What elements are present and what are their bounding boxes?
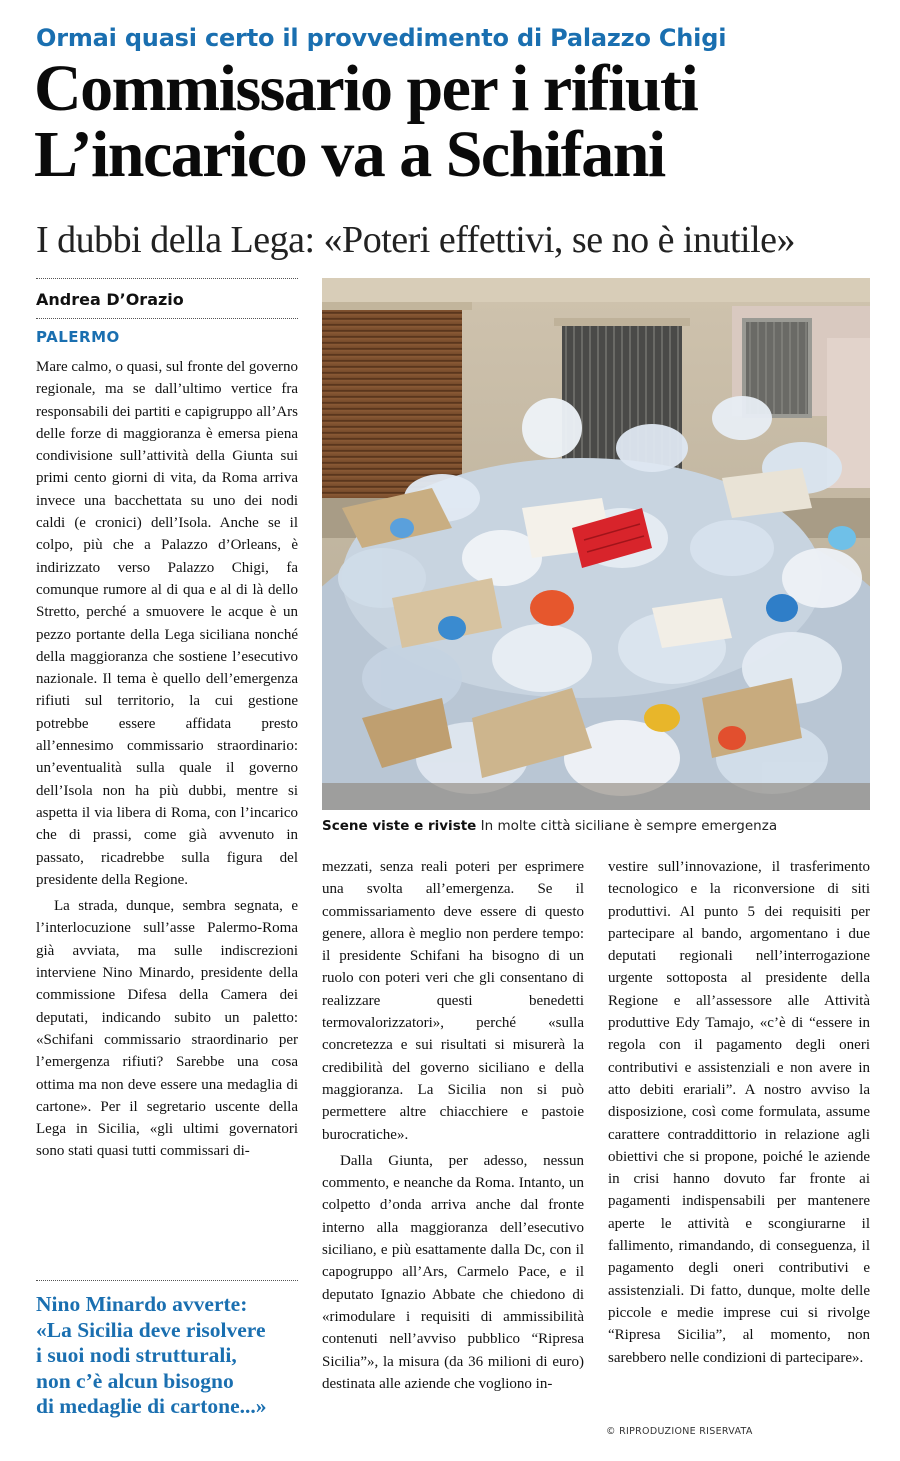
column-2-paragraph-1: mezzati, senza reali poteri per esprimere una svolta all’emergenza. Se il commissariamento deve essere di questo genere, allora è meglio non perdere tempo: il presidente Schifani ha bisogno di un ruolo con poteri veri che gli consentano di realizzare questi benedetti termovalorizzatori», perché «sulla concretezza e sui risultati si misurerà la credibilità del governo siciliano e della maggioranza. La Sicilia non si può permettere altre chiacchiere e pastoie burocratiche». [322,859,584,1143]
subtitle: I dubbi della Lega: «Poteri effettivi, se no è inutile» [36,219,796,261]
column-2-paragraph-2: Dalla Giunta, per adesso, nessun commento, e neanche da Roma. Intanto, un colpetto d’onda arriva anche dal fronte interno alla maggioranza dell’esecutivo siciliano, e più esattamente dalla Dc, con il capogruppo all’Ars, Carmelo Pace, e il deputato Ignazio Abbate che chiedono di «rimodulare i requisiti di ammissibilità contenuti nell’avviso pubblico “Ripresa Sicilia”», la misura (da 36 milioni di euro) destinata alle aziende che vogliono in- [322,1152,584,1392]
divider-pull-quote [36,1280,298,1281]
pull-quote-line-3: i suoi nodi strutturali, [36,1343,237,1367]
pull-quote-line-4: non c’è alcun bisogno [36,1368,234,1393]
article-column-1 [36,356,298,1276]
photo-caption [322,818,882,834]
divider-byline [36,318,298,319]
byline: Andrea D’Orazio [36,290,184,309]
dateline: PALERMO [36,328,120,346]
article-column-3 [608,856,870,1422]
caption-bold: Scene viste e riviste [322,818,477,834]
pull-quote-line-1: Nino Minardo avverte: [36,1292,248,1316]
pull-quote-line-5: di medaglie di cartone...» [36,1394,267,1418]
copyright: © RIPRODUZIONE RISERVATA [606,1426,753,1437]
garbage-photo [322,278,870,810]
headline-line-2: L’incarico va a Schifani [34,118,665,191]
article-column-2 [322,856,584,1448]
column-1-paragraph-2: La strada, dunque, sembra segnata, e l’interlocuzione sull’asse Palermo-Roma già avviata, ma sulle indiscrezioni interviene Nino Minardo, presidente della commissione Difesa della Camera dei deputati, indicando subito un paletto: «Schifani commissario straordinario per l’emergenza rifiuti? Sarebbe una cosa ottima ma non deve essere una medaglia di cartone». Per il segretario uscente della Lega in Sicilia, «gli ultimi governatori sono stati quasi tutti commissari di- [36,898,298,1160]
headline [34,52,874,191]
caption-text: In molte città siciliane è sempre emergenza [480,818,778,834]
column-1-paragraph-1: Mare calmo, o quasi, sul fronte del governo regionale, ma se dall’ultimo vertice fra responsabili dei partiti e capigruppo all’Ars delle forze di maggioranza è emersa piena condivisione sull’attività della Giunta sui primi cento giorni di vita, da Roma arriva invece una bacchettata su uno dei nodi caldi (e cronici) dell’Isola. Anche se il colpo, più che a Palazzo d’Orleans, è indirizzato verso Palazzo Chigi, fa comunque rumore al di qua e al di là dello Stretto, perché a smuovere le acque è un pezzo portante della Lega siciliana nonché della maggioranza che sostiene l’esecutivo nazionale. Il tema è quello dell’emergenza rifiuti sul territorio, la cui gestione potrebbe essere affidata presto all’ennesimo commissario straordinario: un’eventualità sulla quale il governo dell’Isola non ha più dubbi, mentre si aspetta il via libera di Roma, con l’incarico che di prassi, come già avvenuto in passato, ricadrebbe sulla figura del presidente della Regione. [36,359,298,888]
headline-line-1: Commissario per i rifiuti [34,52,698,125]
kicker: Ormai quasi certo il provvedimento di Palazzo Chigi [36,24,727,52]
divider-top-left [36,278,298,279]
column-3-paragraph-1: vestire sull’innovazione, il trasferimento tecnologico e la riconversione di siti produttivi. Al punto 5 dei requisiti per partecipare al bando, argomentano i due deputati regionali nell’interrogazione urgente sottoposta al presidente della Regione e all’assessore alle Attività produttive Edy Tamajo, «c’è di “essere in regola con il pagamento degli oneri contributivi e assistenziali e non avere in atto debiti erariali”. A nostro avviso la disposizione, così come formulata, assume carattere contraddittorio in relazione agli obiettivi che si propone, poiché le aziende in crisi hanno dovuto far fronte ai pagamenti indispensabili per mantenere aperte le attività e scongiurarne il fallimento, rimandando, di conseguenza, il pagamento degli oneri contributivi e assistenziali. Di fatto, dunque, molte delle piccole e medie imprese cui si rivolge “Ripresa Sicilia”, al momento, non sarebbero nelle condizioni di partecipare». [608,859,870,1366]
pull-quote-line-2: «La Sicilia deve risolvere [36,1317,266,1342]
pull-quote [36,1292,306,1420]
